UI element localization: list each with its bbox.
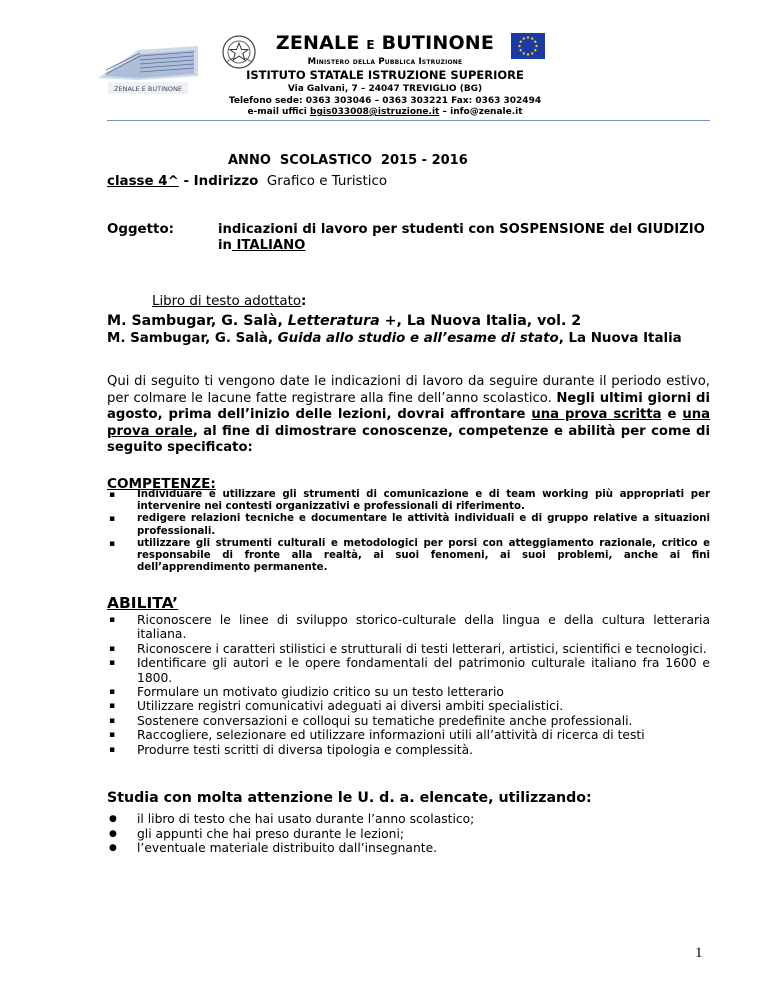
study-resources-list <box>109 812 697 856</box>
square-bullet-icon: ▪ <box>109 744 116 755</box>
list-item: ▪ Riconoscere le linee di sviluppo storico-culturale della lingua e della cultura letteraria italiana. <box>109 613 710 642</box>
competenze-list <box>109 489 710 574</box>
textbook-reference-1: M. Sambugar, G. Salà, Letteratura +, La Nuova Italia, vol. 2 <box>107 313 582 329</box>
list-item: ▪ Sostenere conversazioni e colloqui su tematiche predefinite anche professionali. <box>109 713 633 728</box>
square-bullet-icon: ▪ <box>109 658 116 669</box>
square-bullet-icon: ▪ <box>109 490 116 500</box>
list-item: ▪ Produrre testi scritti di diversa tipologia e complessità. <box>109 742 474 757</box>
address-line: Via Galvani, 7 – 24047 TREVIGLIO (BG) <box>287 84 483 94</box>
school-name: ZENALE E BUTINONE <box>275 32 495 54</box>
square-bullet-icon: ▪ <box>109 514 116 525</box>
ministry-line: Ministero della Pubblica Istruzione <box>307 57 463 67</box>
square-bullet-icon: ▪ <box>109 701 116 712</box>
subject-label: Oggetto: <box>107 222 174 237</box>
phone-line: Telefono sede: 0363 303046 – 0363 303221 Fax: 0363 302494 <box>228 96 542 106</box>
square-bullet-icon: ▪ <box>109 643 116 654</box>
list-item: ▪ Formulare un motivato giudizio critico su un testo letterario <box>109 685 504 700</box>
institute-name: ISTITUTO STATALE ISTRUZIONE SUPERIORE <box>246 68 524 82</box>
header-divider <box>107 120 710 121</box>
textbook-reference-2: M. Sambugar, G. Salà, Guida allo studio e all’esame di stato, La Nuova Italia <box>107 331 682 346</box>
school-year: ANNO SCOLASTICO 2015 - 2016 <box>228 153 468 168</box>
abilita-list <box>109 613 710 757</box>
list-item: ▪ Riconoscere i caratteri stilistici e strutturali di testi letterari, artistici, scientifici e tecnologici. <box>109 641 707 656</box>
list-item: ▪ Raccogliere, selezionare ed utilizzare informazioni utili all’attività di ricerca di testi <box>109 728 645 743</box>
list-item: ▪ utilizzare gli strumenti culturali e metodologici per porsi con atteggiamento razionale, critico e responsabile di fronte alla realtà, ai suoi fenomeni, ai suoi problemi, anche ai fini dell’apprendimento permanente. <box>109 537 710 574</box>
round-bullet-icon: ● <box>109 814 117 824</box>
square-bullet-icon: ▪ <box>109 715 116 726</box>
abilita-heading: ABILITA’ <box>107 594 179 612</box>
square-bullet-icon: ▪ <box>109 538 116 549</box>
list-item: ● l’eventuale materiale distribuito dall’insegnante. <box>109 841 438 856</box>
square-bullet-icon: ▪ <box>109 730 116 741</box>
study-instructions-heading: Studia con molta attenzione le U. d. a. elencate, utilizzando: <box>107 790 592 806</box>
square-bullet-icon: ▪ <box>109 687 116 698</box>
logo-caption: ZENALE E BUTINONE <box>114 85 182 93</box>
intro-paragraph: Qui di seguito ti vengono date le indicazioni di lavoro da seguire durante il periodo estivo, per colmare le lacune fatte registrare alla fine dell’anno scolastico. Negli ultimi giorni di agosto, prima dell’inizio delle lezioni, dovrai affrontare una prova scritta e una prova orale, al fine di dimostrare conoscenze, competenze e abilità per come di seguito specificato: <box>107 374 711 455</box>
competenze-heading: COMPETENZE: <box>107 476 216 492</box>
list-item: ▪ redigere relazioni tecniche e documentare le attività individuali e di gruppo relative a situazioni professionali. <box>109 513 710 537</box>
round-bullet-icon: ● <box>109 828 117 839</box>
eu-flag-icon <box>511 33 545 59</box>
class-line: classe 4^ - Indirizzo Grafico e Turistico <box>107 174 388 189</box>
list-item: ● il libro di testo che hai usato durante l’anno scolastico; <box>109 812 475 826</box>
textbook-label: Libro di testo adottato: <box>152 294 307 309</box>
page-number: 1 <box>695 945 703 961</box>
square-bullet-icon: ▪ <box>109 615 116 625</box>
email-link[interactable]: bgis033008@istruzione.it <box>310 107 440 117</box>
list-item: ▪ Utilizzare registri comunicativi adeguati ai diversi ambiti specialistici. <box>109 699 564 714</box>
round-bullet-icon: ● <box>109 843 117 854</box>
list-item: ● gli appunti che hai preso durante le lezioni; <box>109 826 405 841</box>
list-item: ▪ Individuare e utilizzare gli strumenti di comunicazione e di team working più appropriati per intervenire nei contesti organizzativi e professionali di riferimento. <box>109 489 710 513</box>
school-building-logo <box>98 40 198 96</box>
email-line: e-mail uffici bgis033008@istruzione.it – info@zenale.it <box>247 107 523 117</box>
subject-text: indicazioni di lavoro per studenti con SOSPENSIONE del GIUDIZIO in ITALIANO <box>218 222 705 253</box>
list-item: ▪ Identificare gli autori e le opere fondamentali del patrimonio culturale italiano fra 1600 e 1800. <box>109 656 710 685</box>
